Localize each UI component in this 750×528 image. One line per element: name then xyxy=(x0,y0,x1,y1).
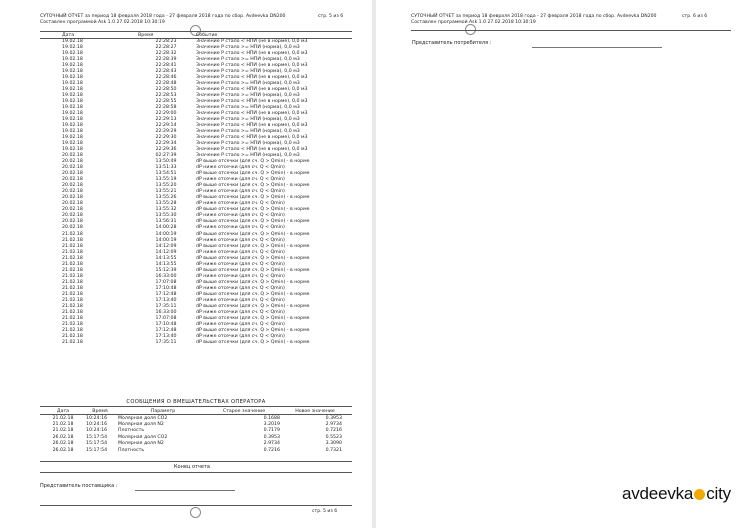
report-header-program: Составлен программой Ask 1.0 27.02.2018 10:30:19 xyxy=(40,19,165,25)
event-text: Значение P стало < НПИ (не в норме), 0,0 м3 xyxy=(196,87,308,93)
event-text: Значение P стало >= НПИ (норма), 0,0 м3 xyxy=(196,57,300,63)
event-text: dP выше отсечки (для сч. Q > Qmin) - в норме xyxy=(196,267,310,273)
event-text: dP ниже отсечки (для сч. Q < Qmin) xyxy=(196,285,285,291)
op-date: 21.02.18 xyxy=(52,422,74,428)
event-text: Значение P стало < НПИ (не в норме), 0,0 м3 xyxy=(196,135,308,141)
event-text: Значение P стало >= НПИ (норма), 0,0 м3 xyxy=(196,105,300,111)
event-time: 13:55:30 xyxy=(155,213,177,219)
event-text: dP ниже отсечки (для сч. Q < Qmin) xyxy=(196,165,285,171)
event-time: 14:00:28 xyxy=(155,225,177,231)
watermark-text-part1: avdeevka xyxy=(622,484,694,503)
op-old-value: 2.9734 xyxy=(263,441,280,447)
event-text: Значение P стало < НПИ (не в норме), 0,0 м3 xyxy=(196,111,308,117)
event-date: 19.02.18 xyxy=(62,45,83,51)
event-time: 17:13:40 xyxy=(155,297,177,303)
divider xyxy=(40,461,352,462)
event-text: dP выше отсечки (для сч. Q > Qmin) - в норме xyxy=(196,339,310,345)
event-date: 21.02.18 xyxy=(62,333,83,339)
op-column-old: Старое значение xyxy=(208,408,288,415)
op-new-value: 0.3953 xyxy=(325,415,342,421)
event-time: 22:29:13 xyxy=(155,117,177,123)
operator-row xyxy=(40,415,352,422)
op-date: 21.02.18 xyxy=(52,428,74,434)
event-time: 22:28:53 xyxy=(155,93,177,99)
op-old-value: 0.3953 xyxy=(263,434,280,440)
event-time: 22:28:43 xyxy=(155,69,177,75)
watermark-logo xyxy=(622,484,731,504)
event-text: dP выше отсечки (для сч. Q > Qmin) - в норме xyxy=(196,255,310,261)
event-date: 21.02.18 xyxy=(62,231,83,237)
event-time: 17:35:11 xyxy=(155,339,177,345)
event-text: dP выше отсечки (для сч. Q > Qmin) - в норме xyxy=(196,195,310,201)
report-page-6 xyxy=(376,0,750,528)
event-date: 19.02.18 xyxy=(62,69,83,75)
event-text: dP выше отсечки (для сч. Q > Qmin) - в норме xyxy=(196,279,310,285)
event-date: 21.02.18 xyxy=(62,303,83,309)
consumer-label: Представитель потребителя : xyxy=(412,40,492,46)
event-time: 17:07:08 xyxy=(155,279,177,285)
event-date: 20.02.18 xyxy=(62,189,83,195)
operator-row xyxy=(40,447,352,453)
column-time: Время xyxy=(138,32,194,39)
signature-line xyxy=(135,490,235,491)
event-time: 22:29:30 xyxy=(155,135,177,141)
operator-section-title: СООБЩЕНИЯ О ВМЕШАТЕЛЬСТВАХ ОПЕРАТОРА xyxy=(40,399,352,407)
event-time: 22:28:55 xyxy=(155,99,177,105)
event-date: 21.02.18 xyxy=(62,297,83,303)
event-time: 13:55:28 xyxy=(155,201,177,207)
watermark-dot-icon xyxy=(694,489,705,500)
event-date: 21.02.18 xyxy=(62,309,83,315)
end-of-report: Конец отчета xyxy=(174,464,210,470)
page-number: стр. 5 из 6 xyxy=(318,14,344,19)
op-old-value: 0.7179 xyxy=(263,428,280,434)
event-time: 13:55:21 xyxy=(155,189,177,195)
event-time: 22:28:48 xyxy=(155,81,177,87)
event-date: 19.02.18 xyxy=(62,63,83,69)
event-time: 17:35:11 xyxy=(155,303,177,309)
event-date: 20.02.18 xyxy=(62,219,83,225)
punch-hole-icon xyxy=(190,507,201,518)
op-new-value: 0.7216 xyxy=(325,428,342,434)
event-text: Значение P стало < НПИ (не в норме), 0,0 м3 xyxy=(196,147,308,153)
event-time: 14:00:19 xyxy=(155,231,177,237)
watermark-text-part2: city xyxy=(706,484,731,503)
event-log-table xyxy=(40,31,352,346)
page-number: стр. 6 из 6 xyxy=(682,14,708,19)
event-time: 14:12:09 xyxy=(155,243,177,249)
header-rule xyxy=(411,30,731,31)
event-text: dP выше отсечки (для сч. Q > Qmin) - в норме xyxy=(196,243,310,249)
event-text: dP выше отсечки (для сч. Q > Qmin) - в норме xyxy=(196,327,310,333)
event-text: dP ниже отсечки (для сч. Q < Qmin) xyxy=(196,249,285,255)
event-time: 22:29:00 xyxy=(155,111,177,117)
event-time: 16:33:00 xyxy=(155,273,177,279)
supplier-label: Представитель поставщика : xyxy=(40,483,118,489)
report-header xyxy=(411,14,656,26)
event-date: 21.02.18 xyxy=(62,279,83,285)
event-date: 20.02.18 xyxy=(62,195,83,201)
event-text: dP выше отсечки (для сч. Q > Qmin) - в норме xyxy=(196,171,310,177)
op-time: 10:24:16 xyxy=(86,422,108,428)
event-date: 21.02.18 xyxy=(62,315,83,321)
event-text: dP выше отсечки (для сч. Q > Qmin) - в норме xyxy=(196,183,310,189)
event-time: 22:28:41 xyxy=(155,63,177,69)
event-text: dP выше отсечки (для сч. Q > Qmin) - в норме xyxy=(196,231,310,237)
op-time: 15:17:54 xyxy=(86,434,108,440)
event-text: Значение P стало >= НПИ (норма), 0,0 м3 xyxy=(196,141,300,147)
op-time: 15:17:54 xyxy=(86,441,108,447)
op-date: 26.02.18 xyxy=(52,441,74,447)
event-text: dP ниже отсечки (для сч. Q < Qmin) xyxy=(196,297,285,303)
op-new-value: 0.7321 xyxy=(325,447,342,453)
event-row xyxy=(40,340,352,346)
event-time: 13:55:20 xyxy=(155,183,177,189)
event-time: 17:10:48 xyxy=(155,321,177,327)
event-date: 21.02.18 xyxy=(62,267,83,273)
event-date: 20.02.18 xyxy=(62,165,83,171)
event-time: 13:55:26 xyxy=(155,195,177,201)
event-time: 22:29:36 xyxy=(155,147,177,153)
event-time: 22:28:23 xyxy=(155,39,177,44)
report-header-program: Составлен программой Ask 1.0 27.02.2018 10:30:19 xyxy=(411,19,536,25)
op-param: Молярная доля N2 xyxy=(118,441,164,447)
event-text: dP ниже отсечки (для сч. Q < Qmin) xyxy=(196,309,285,315)
event-text: dP ниже отсечки (для сч. Q < Qmin) xyxy=(196,321,285,327)
event-time: 17:12:48 xyxy=(155,291,177,297)
event-date: 19.02.18 xyxy=(62,141,83,147)
event-date: 19.02.18 xyxy=(62,135,83,141)
event-time: 14:12:09 xyxy=(155,249,177,255)
event-date: 20.02.18 xyxy=(62,177,83,183)
event-date: 19.02.18 xyxy=(62,39,83,44)
event-time: 22:28:32 xyxy=(155,51,177,57)
event-text: dP ниже отсечки (для сч. Q < Qmin) xyxy=(196,213,285,219)
op-new-value: 0.5523 xyxy=(325,434,342,440)
op-old-value: 3.2019 xyxy=(263,422,280,428)
event-date: 21.02.18 xyxy=(62,261,83,267)
event-date: 20.02.18 xyxy=(62,201,83,207)
event-date: 19.02.18 xyxy=(62,81,83,87)
event-time: 22:28:39 xyxy=(155,57,177,63)
report-header-title: СУТОЧНЫЙ ОТЧЕТ за период 18 февраля 2018 года - 27 февраля 2018 года по сбор. Avdeevka DN200 xyxy=(40,14,286,19)
event-text: Значение P стало >= НПИ (норма), 0,0 м3 xyxy=(196,81,300,87)
event-time: 17:07:08 xyxy=(155,315,177,321)
event-text: Значение P стало >= НПИ (норма), 0,0 м3 xyxy=(196,117,300,123)
event-date: 19.02.18 xyxy=(62,75,83,81)
event-time: 16:33:00 xyxy=(155,309,177,315)
event-text: dP ниже отсечки (для сч. Q < Qmin) xyxy=(196,273,285,279)
event-log-header xyxy=(40,32,352,39)
op-param: Плотность xyxy=(118,428,145,434)
report-page-5 xyxy=(0,0,372,528)
op-time: 10:24:16 xyxy=(86,428,108,434)
event-text: dP ниже отсечки (для сч. Q < Qmin) xyxy=(196,177,285,183)
event-date: 19.02.18 xyxy=(62,99,83,105)
event-text: dP ниже отсечки (для сч. Q < Qmin) xyxy=(196,261,285,267)
event-text: dP ниже отсечки (для сч. Q < Qmin) xyxy=(196,237,285,243)
event-time: 14:13:55 xyxy=(155,261,177,267)
op-param: Плотность xyxy=(118,447,145,453)
report-header-title: СУТОЧНЫЙ ОТЧЕТ за период 18 февраля 2018 года - 27 февраля 2018 года по сбор. Avdeevka DN200 xyxy=(411,14,657,19)
event-time: 13:51:33 xyxy=(155,165,177,171)
op-column-param: Параметр xyxy=(114,408,208,415)
event-text: Значение P стало < НПИ (не в норме), 0,0 м3 xyxy=(196,63,308,69)
op-time: 10:24:16 xyxy=(86,415,108,421)
event-text: Значение P стало >= НПИ (норма), 0,0 м3 xyxy=(196,93,300,99)
event-date: 21.02.18 xyxy=(62,327,83,333)
event-text: Значение P стало < НПИ (не в норме), 0,0 м3 xyxy=(196,99,308,105)
event-date: 19.02.18 xyxy=(62,123,83,129)
event-time: 22:28:27 xyxy=(155,45,177,51)
event-time: 13:55:19 xyxy=(155,177,177,183)
event-date: 20.02.18 xyxy=(62,153,83,159)
op-old-value: 0.1688 xyxy=(263,415,280,421)
event-text: Значение P стало >= НПИ (норма), 0,0 м3 xyxy=(196,45,300,51)
event-text: Значение P стало >= НПИ (норма), 0,0 м3 xyxy=(196,153,300,159)
event-date: 19.02.18 xyxy=(62,129,83,135)
event-time: 22:28:46 xyxy=(155,75,177,81)
event-time: 22:29:29 xyxy=(155,129,177,135)
event-date: 20.02.18 xyxy=(62,171,83,177)
event-time: 22:29:14 xyxy=(155,123,177,129)
op-date: 21.02.18 xyxy=(52,415,74,421)
event-text: Значение P стало < НПИ (не в норме), 0,0 м3 xyxy=(196,123,308,129)
event-date: 20.02.18 xyxy=(62,183,83,189)
event-text: dP ниже отсечки (для сч. Q < Qmin) xyxy=(196,333,285,339)
event-date: 20.02.18 xyxy=(62,225,83,231)
event-text: Значение P стало < НПИ (не в норме), 0,0 м3 xyxy=(196,39,308,44)
event-date: 20.02.18 xyxy=(62,207,83,213)
event-text: Значение P стало < НПИ (не в норме), 0,0 м3 xyxy=(196,75,308,81)
event-time: 13:56:31 xyxy=(155,219,177,225)
column-event: Событие xyxy=(194,32,352,39)
event-text: Значение P стало >= НПИ (норма), 0,0 м3 xyxy=(196,69,300,75)
operator-table xyxy=(40,408,352,453)
event-date: 19.02.18 xyxy=(62,105,83,111)
op-param: Молярная доля CO2 xyxy=(118,434,168,440)
event-time: 14:00:19 xyxy=(155,237,177,243)
event-date: 21.02.18 xyxy=(62,291,83,297)
op-new-value: 2.9734 xyxy=(325,422,342,428)
event-date: 19.02.18 xyxy=(62,147,83,153)
event-time: 14:13:55 xyxy=(155,255,177,261)
event-text: dP ниже отсечки (для сч. Q < Qmin) xyxy=(196,189,285,195)
report-header xyxy=(40,14,285,26)
event-date: 20.02.18 xyxy=(62,213,83,219)
op-param: Молярная доля N2 xyxy=(118,422,164,428)
op-column-time: Время xyxy=(86,408,114,415)
event-time: 17:13:40 xyxy=(155,333,177,339)
divider xyxy=(40,472,352,473)
op-date: 26.02.18 xyxy=(52,447,74,453)
event-text: dP выше отсечки (для сч. Q > Qmin) - в норме xyxy=(196,159,310,165)
event-text: Значение P стало < НПИ (не в норме), 0,0 м3 xyxy=(196,51,308,57)
op-column-new: Новое значение xyxy=(288,408,352,415)
event-time: 13:54:51 xyxy=(155,171,177,177)
op-old-value: 0.7216 xyxy=(263,447,280,453)
event-text: dP выше отсечки (для сч. Q > Qmin) - в норме xyxy=(196,219,310,225)
event-text: dP ниже отсечки (для сч. Q < Qmin) xyxy=(196,225,285,231)
event-text: dP выше отсечки (для сч. Q > Qmin) - в норме xyxy=(196,315,310,321)
event-text: dP выше отсечки (для сч. Q > Qmin) - в норме xyxy=(196,291,310,297)
column-date: Дата xyxy=(40,32,138,39)
event-time: 13:50:49 xyxy=(155,159,177,165)
event-text: Значение P стало >= НПИ (норма), 0,0 м3 xyxy=(196,129,300,135)
event-text: dP выше отсечки (для сч. Q > Qmin) - в норме xyxy=(196,207,310,213)
event-time: 17:12:48 xyxy=(155,327,177,333)
event-date: 21.02.18 xyxy=(62,285,83,291)
event-time: 02:27:39 xyxy=(155,153,177,159)
signature-line xyxy=(532,47,662,48)
op-date: 26.02.18 xyxy=(52,434,74,440)
op-param: Молярная доля CO2 xyxy=(118,415,168,421)
event-time: 22:29:34 xyxy=(155,141,177,147)
op-new-value: 3.3090 xyxy=(325,441,342,447)
event-date: 19.02.18 xyxy=(62,87,83,93)
event-time: 22:28:58 xyxy=(155,105,177,111)
event-date: 20.02.18 xyxy=(62,159,83,165)
event-date: 19.02.18 xyxy=(62,117,83,123)
event-date: 21.02.18 xyxy=(62,321,83,327)
event-date: 21.02.18 xyxy=(62,339,83,345)
event-time: 13:55:32 xyxy=(155,207,177,213)
footer-rule xyxy=(40,505,352,506)
event-date: 21.02.18 xyxy=(62,249,83,255)
footer-page-number: стр. 5 из 6 xyxy=(312,509,338,514)
event-time: 15:12:39 xyxy=(155,267,177,273)
event-time: 17:10:48 xyxy=(155,285,177,291)
event-text: dP выше отсечки (для сч. Q > Qmin) - в норме xyxy=(196,303,310,309)
event-date: 19.02.18 xyxy=(62,111,83,117)
event-date: 21.02.18 xyxy=(62,243,83,249)
op-time: 15:17:54 xyxy=(86,447,108,453)
event-text: dP ниже отсечки (для сч. Q < Qmin) xyxy=(196,201,285,207)
event-date: 19.02.18 xyxy=(62,93,83,99)
event-date: 19.02.18 xyxy=(62,57,83,63)
event-date: 21.02.18 xyxy=(62,255,83,261)
op-column-date: Дата xyxy=(40,408,86,415)
event-date: 19.02.18 xyxy=(62,51,83,57)
event-date: 21.02.18 xyxy=(62,237,83,243)
event-time: 22:28:50 xyxy=(155,87,177,93)
event-date: 21.02.18 xyxy=(62,273,83,279)
